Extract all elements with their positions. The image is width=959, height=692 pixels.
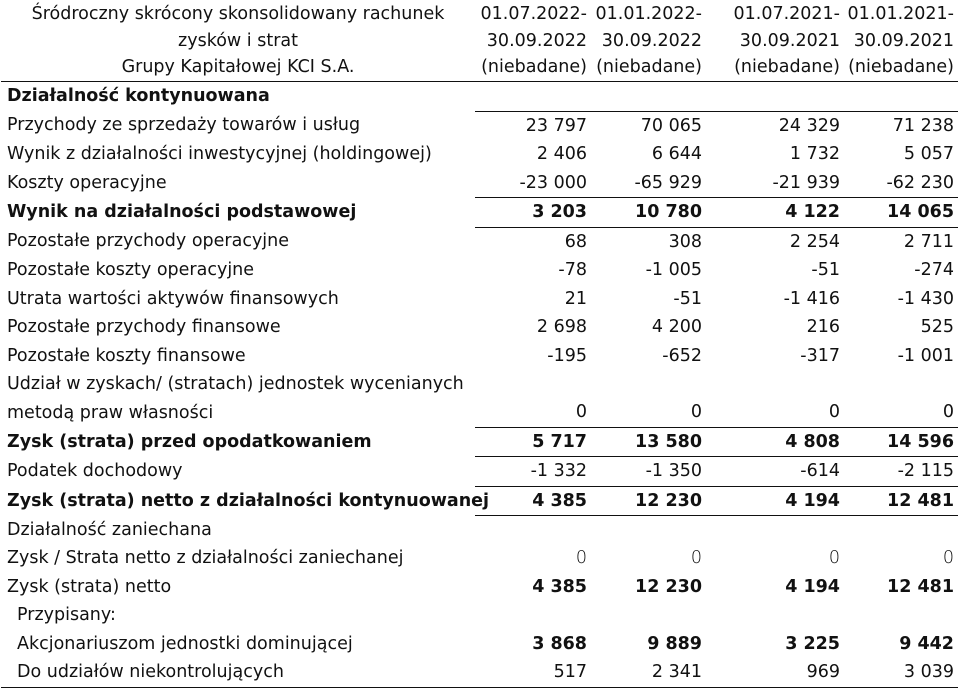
row-label: Pozostałe koszty operacyjne [7, 260, 255, 281]
row-value: 14 596 [844, 427, 958, 457]
row-value [475, 516, 591, 545]
table-row [1, 111, 958, 140]
row-label: Zysk (strata) netto [7, 576, 172, 597]
row-value: -1 350 [591, 457, 706, 487]
row-value: 6 644 [651, 144, 702, 165]
period-end: 30.09.2021 [853, 30, 954, 51]
row-value: -652 [662, 345, 702, 366]
table-row [1, 427, 958, 457]
table-row [1, 169, 958, 198]
table-row [1, 457, 958, 487]
row-value: -65 929 [634, 172, 702, 193]
period-header [706, 0, 844, 82]
row-value: 2 698 [536, 317, 587, 338]
row-value: 4 194 [785, 576, 840, 597]
row-value: 0 [828, 402, 840, 423]
row-value: -51 [811, 260, 840, 281]
row-value: -2 115 [844, 457, 958, 487]
row-value: 24 329 [706, 111, 844, 140]
row-value: 4 194 [706, 486, 844, 516]
period-start: 01.07.2022- [480, 4, 587, 24]
table-row [1, 486, 958, 516]
row-label: Do udziałów niekontrolujących [1, 658, 475, 687]
row-label: Zysk / Strata netto z działalności zaniechanej [7, 548, 404, 569]
row-value: -78 [558, 260, 587, 281]
row-value [844, 601, 958, 630]
table-row [1, 140, 958, 169]
table-row [1, 227, 958, 256]
row-value: 14 065 [844, 198, 958, 228]
row-value: 5 057 [903, 144, 954, 165]
row-value: 0 [690, 548, 702, 569]
row-label: Przypisany: [17, 605, 116, 626]
period-header [475, 0, 591, 82]
income-statement-table [1, 0, 958, 688]
row-label: Działalność kontynuowana [7, 86, 270, 107]
row-value [591, 601, 706, 630]
row-label: Udział w zyskach/ (stratach) jednostek wycenianych metodą praw własności [7, 374, 464, 423]
row-value: -614 [706, 457, 844, 487]
row-value: 71 238 [844, 111, 958, 140]
row-value: 308 [591, 227, 706, 256]
row-value: 1 732 [789, 144, 840, 165]
row-label: Zysk (strata) przed opodatkowaniem [7, 431, 372, 452]
row-value [591, 516, 706, 545]
row-value: 12 481 [887, 576, 954, 597]
title-line: Śródroczny skrócony skonsolidowany rachunek [31, 4, 445, 24]
table-row [1, 544, 958, 573]
row-value: 2 254 [706, 227, 844, 256]
row-value [706, 82, 844, 112]
row-value: 0 [942, 548, 954, 569]
row-label: Zysk (strata) netto z działalności kontynuowanej [7, 490, 490, 511]
row-value: 0 [828, 548, 840, 569]
row-value: 0 [575, 402, 587, 423]
row-value: -317 [800, 345, 840, 366]
period-start: 01.01.2022- [595, 4, 702, 24]
row-label: Wynik z działalności inwestycyjnej (holdingowej) [7, 144, 432, 165]
row-value [706, 601, 844, 630]
table-row [1, 82, 958, 112]
statement-title [1, 0, 475, 82]
row-value: -23 000 [519, 172, 587, 193]
audit-status: (niebadane) [734, 57, 840, 78]
row-value: 4 122 [706, 198, 844, 228]
title-line: Grupy Kapitałowej KCI S.A. [121, 57, 355, 78]
row-label: Działalność zaniechana [7, 519, 212, 540]
row-value: 3 203 [475, 198, 591, 228]
row-value: 2 406 [536, 144, 587, 165]
row-value: 21 [564, 288, 587, 309]
row-value: 13 580 [591, 427, 706, 457]
row-value: 4 385 [532, 576, 587, 597]
row-value: 12 481 [844, 486, 958, 516]
table-row [1, 198, 958, 228]
table-row [1, 601, 958, 630]
row-value: 5 717 [475, 427, 591, 457]
row-value: -62 230 [886, 172, 954, 193]
row-value [591, 82, 706, 112]
table-row [1, 573, 958, 602]
row-value: -274 [914, 260, 954, 281]
row-value: 969 [706, 658, 844, 687]
row-value [475, 601, 591, 630]
row-label: Wynik na działalności podstawowej [7, 202, 357, 223]
period-header [844, 0, 958, 82]
row-label: Pozostałe przychody finansowe [7, 317, 281, 338]
period-header [591, 0, 706, 82]
row-label: Pozostałe koszty finansowe [7, 345, 246, 366]
table-row [1, 256, 958, 285]
table-row [1, 370, 958, 427]
row-value: 70 065 [591, 111, 706, 140]
table-row [1, 516, 958, 545]
row-value: 0 [942, 402, 954, 423]
row-value [844, 82, 958, 112]
row-value: -1 430 [897, 288, 954, 309]
row-value: -1 001 [897, 345, 954, 366]
row-value: 2 711 [844, 227, 958, 256]
row-label: Utrata wartości aktywów finansowych [7, 288, 339, 309]
row-label: Akcjonariuszom jednostki dominującej [17, 633, 353, 654]
row-value: 525 [920, 317, 954, 338]
row-value [844, 516, 958, 545]
row-value: 9 442 [899, 633, 954, 654]
row-label: Pozostałe przychody operacyjne [7, 231, 290, 252]
row-value: 68 [475, 227, 591, 256]
period-end: 30.09.2021 [739, 30, 840, 51]
period-start: 01.07.2021- [733, 4, 840, 24]
table-row [1, 658, 958, 687]
row-value: 10 780 [591, 198, 706, 228]
row-value: -1 416 [783, 288, 840, 309]
row-value [475, 82, 591, 112]
row-value: 9 889 [647, 633, 702, 654]
row-value: 4 808 [706, 427, 844, 457]
row-value: -1 332 [475, 457, 591, 487]
audit-status: (niebadane) [596, 57, 702, 78]
table-row [1, 630, 958, 659]
title-line: zysków i strat [178, 30, 298, 51]
row-value: 216 [806, 317, 840, 338]
row-value: 12 230 [635, 576, 702, 597]
audit-status: (niebadane) [481, 57, 587, 78]
row-value [706, 516, 844, 545]
period-end: 30.09.2022 [601, 30, 702, 51]
table-row [1, 342, 958, 371]
audit-status: (niebadane) [848, 57, 954, 78]
row-value: 0 [690, 402, 702, 423]
row-value: 23 797 [475, 111, 591, 140]
row-value: -1 005 [645, 260, 702, 281]
row-label: Koszty operacyjne [7, 172, 167, 193]
table-header-row [1, 0, 958, 82]
row-value: 517 [475, 658, 591, 687]
period-start: 01.01.2021- [847, 4, 954, 24]
row-value: -21 939 [772, 172, 840, 193]
row-label: Podatek dochodowy [7, 461, 183, 482]
row-value: -195 [547, 345, 587, 366]
row-value: 4 200 [651, 317, 702, 338]
row-value: 4 385 [475, 486, 591, 516]
table-row [1, 313, 958, 342]
period-end: 30.09.2022 [486, 30, 587, 51]
row-value: 3 039 [844, 658, 958, 687]
row-value: 12 230 [591, 486, 706, 516]
row-label: Przychody ze sprzedaży towarów i usług [7, 115, 361, 136]
row-value: 0 [575, 548, 587, 569]
row-value: 2 341 [591, 658, 706, 687]
row-value: 3 868 [532, 633, 587, 654]
row-value: -51 [673, 288, 702, 309]
table-row [1, 285, 958, 314]
row-value: 3 225 [785, 633, 840, 654]
